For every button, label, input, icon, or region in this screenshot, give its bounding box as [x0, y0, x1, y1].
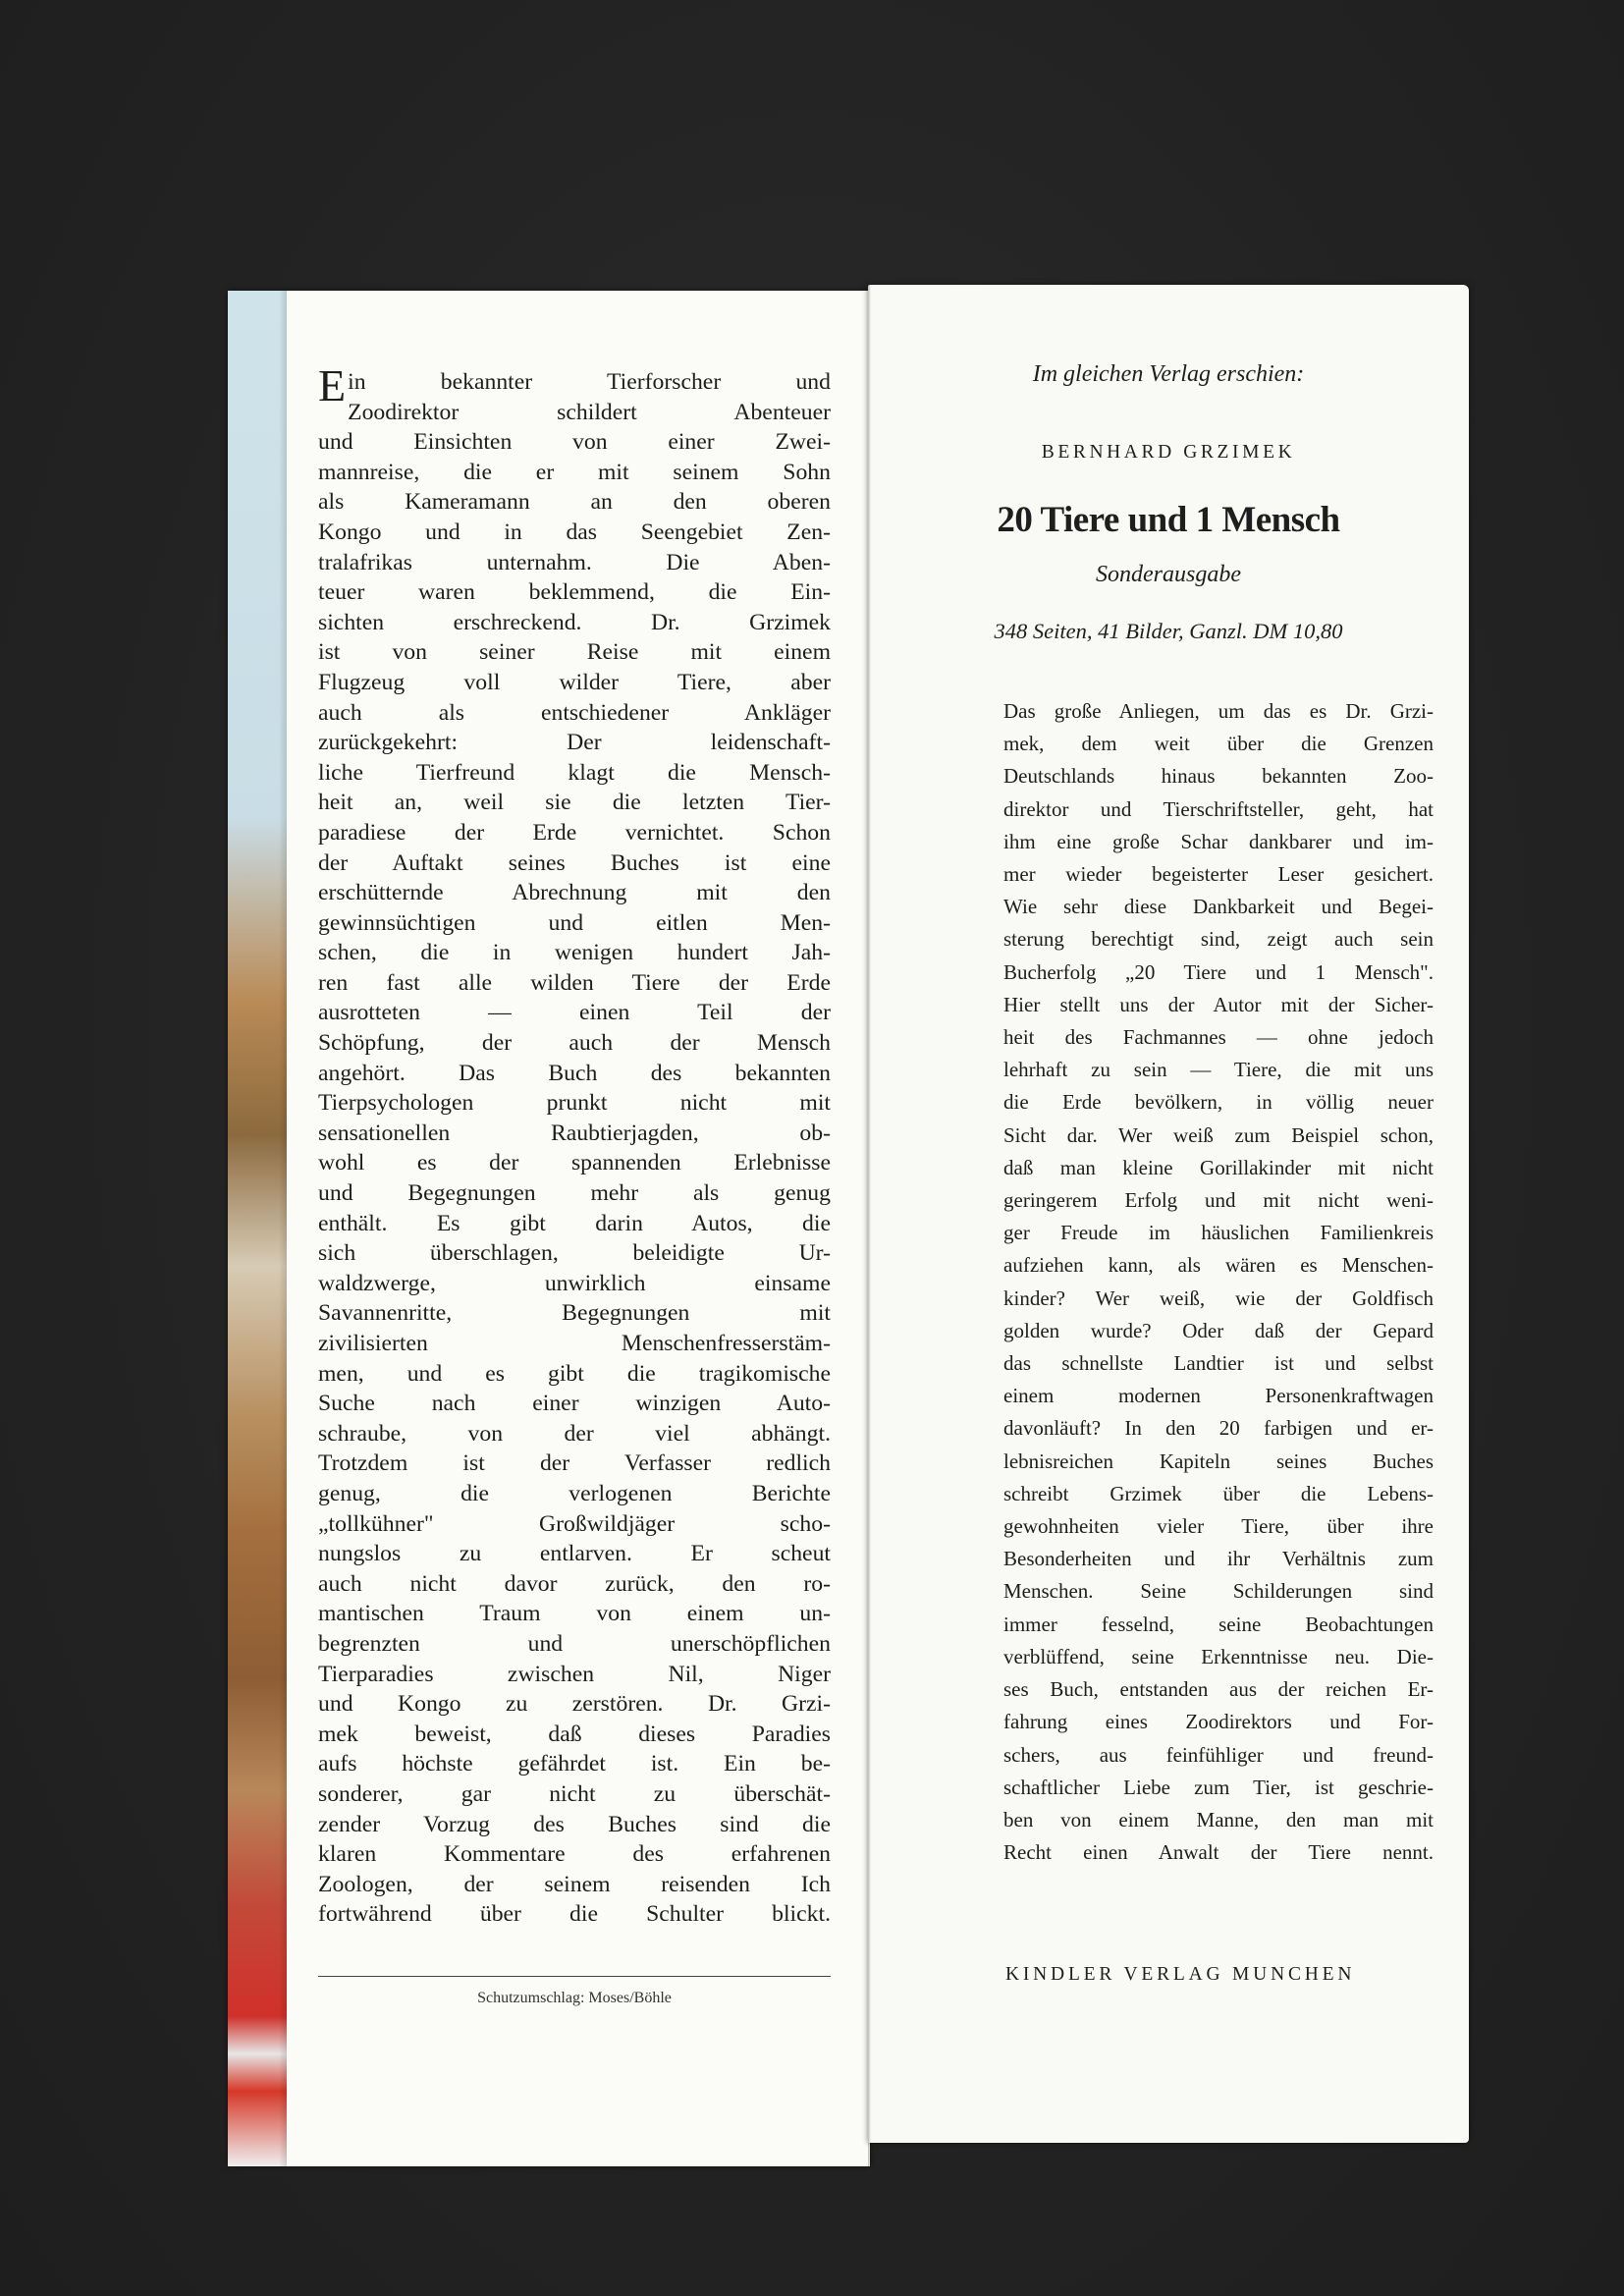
text-line: zivilisierten Menschenfresserstäm- [318, 1331, 831, 1356]
book-edition: Sonderausgabe [1096, 562, 1241, 587]
left-dust-jacket-flap [228, 291, 870, 2166]
text-line: liche Tierfreund klagt die Mensch- [318, 759, 831, 786]
text-line: direktor und Tierschriftsteller, geht, hat [1003, 796, 1434, 821]
text-line: Menschen. Seine Schilderungen sind [1003, 1579, 1434, 1604]
text-line: mantischen Traum von einem un- [318, 1601, 831, 1627]
text-line: Trotzdem ist der Verfasser redlich [318, 1450, 831, 1477]
text-line: ses Buch, entstanden aus der reichen Er- [1003, 1677, 1434, 1702]
text-line: genug, die verlogenen Berichte [318, 1480, 831, 1506]
text-line: immer fesselnd, seine Beobachtungen [1003, 1612, 1434, 1636]
text-line: Das große Anliegen, um das es Dr. Grzi- [1003, 699, 1434, 723]
text-line: men, und es gibt die tragikomische [318, 1360, 831, 1387]
text-line: die Erde bevölkern, in völlig neuer [1003, 1090, 1434, 1115]
text-line: teuer waren beklemmend, die Ein- [318, 579, 831, 606]
text-line: daß man kleine Gorillakinder mit nicht [1003, 1155, 1434, 1179]
text-line: sichten erschreckend. Dr. Grzimek [318, 609, 831, 635]
same-publisher-intro: Im gleichen Verlag erschien: [1032, 361, 1305, 387]
text-line: auch nicht davor zurück, den ro- [318, 1570, 831, 1597]
cover-credit: Schutzumschlag: Moses/Böhle [477, 1990, 672, 2006]
text-line: Bucherfolg „20 Tiere und 1 Mensch". [1003, 959, 1434, 984]
text-line: fortwährend über die Schulter blickt. [318, 1901, 831, 1928]
text-line: ger Freude im häuslichen Familienkreis [1003, 1221, 1434, 1245]
text-line: ben von einem Manne, den man mit [1003, 1807, 1434, 1831]
text-line: schraube, von der viel abhängt. [318, 1420, 831, 1447]
text-line: Sicht dar. Wer weiß zum Beispiel schon, [1003, 1122, 1434, 1147]
text-line: in bekannter Tierforscher und [348, 369, 831, 395]
text-line: heit des Fachmannes — ohne jedoch [1003, 1025, 1434, 1050]
text-line: sterung berechtigt sind, zeigt auch sein [1003, 927, 1434, 952]
text-line: ist von seiner Reise mit einem [318, 639, 831, 666]
text-line: und Kongo zu zerstören. Dr. Grzi- [318, 1691, 831, 1718]
text-line: Tierpsychologen prunkt nicht mit [318, 1090, 831, 1117]
text-line: sonderer, gar nicht zu überschät- [318, 1780, 831, 1807]
text-line: und Begegnungen mehr als genug [318, 1180, 831, 1207]
text-line: und Einsichten von einer Zwei- [318, 429, 831, 456]
text-line: kinder? Wer weiß, wie der Goldfisch [1003, 1285, 1434, 1310]
right-flap-blurb [1003, 695, 1434, 1869]
text-line: Zoodirektor schildert Abenteuer [348, 399, 831, 425]
text-line: aufs höchste gefährdet ist. Ein be- [318, 1751, 831, 1777]
text-line: lebnisreichen Kapiteln seines Buches [1003, 1449, 1434, 1473]
text-line: mannreise, die er mit seinem Sohn [318, 459, 831, 485]
text-line: Besonderheiten und ihr Verhältnis zum [1003, 1547, 1434, 1571]
text-line: schers, aus feinfühliger und freund- [1003, 1742, 1434, 1767]
text-line: ihm eine große Schar dankbarer und im- [1003, 829, 1434, 853]
text-line: golden wurde? Oder daß der Gepard [1003, 1318, 1434, 1342]
text-line: Suche nach einer winzigen Auto- [318, 1391, 831, 1417]
text-line: mek beweist, daß dieses Paradies [318, 1721, 831, 1747]
text-line: geringerem Erfolg und mit nicht weni- [1003, 1188, 1434, 1213]
text-line: tralafrikas unternahm. Die Aben- [318, 549, 831, 575]
text-line: Tierparadies zwischen Nil, Niger [318, 1661, 831, 1687]
text-line: Kongo und in das Seengebiet Zen- [318, 519, 831, 545]
text-line: verblüffend, seine Erkenntnisse neu. Die- [1003, 1644, 1434, 1668]
publisher-imprint: KINDLER VERLAG MUNCHEN [1005, 1964, 1356, 1985]
text-line: einem modernen Personenkraftwagen [1003, 1384, 1434, 1408]
text-line: Schöpfung, der auch der Mensch [318, 1030, 831, 1057]
text-line: mer wieder begeisterter Leser gesichert. [1003, 862, 1434, 887]
text-line: heit an, weil sie die letzten Tier- [318, 790, 831, 816]
text-line: ausrotteten — einen Teil der [318, 1000, 831, 1026]
text-line: schen, die in wenigen hundert Jah- [318, 940, 831, 966]
text-line: das schnellste Landtier ist und selbst [1003, 1351, 1434, 1376]
text-line: ren fast alle wilden Tiere der Erde [318, 969, 831, 996]
text-line: gewinnsüchtigen und eitlen Men- [318, 909, 831, 936]
drop-cap: E [318, 360, 347, 410]
text-line: Savannenritte, Begegnungen mit [318, 1300, 831, 1327]
text-line: „tollkühner" Großwildjäger scho- [318, 1510, 831, 1537]
text-line: auch als entschiedener Ankläger [318, 699, 831, 726]
text-line: schaftlicher Liebe zum Tier, ist geschrie- [1003, 1775, 1434, 1799]
text-line: aufziehen kann, als wären es Menschen- [1003, 1253, 1434, 1278]
text-line: Wie sehr diese Dankbarkeit und Begei- [1003, 895, 1434, 919]
left-flap-blurb [318, 360, 831, 1930]
text-line: angehört. Das Buch des bekannten [318, 1060, 831, 1086]
text-line: Flugzeug voll wilder Tiere, aber [318, 669, 831, 695]
text-line: mek, dem weit über die Grenzen [1003, 732, 1434, 756]
text-line: zurückgekehrt: Der leidenschaft- [318, 730, 831, 756]
fold-shadow [868, 285, 871, 2166]
text-line: lehrhaft zu sein — Tiere, die mit uns [1003, 1058, 1434, 1082]
book-details: 348 Seiten, 41 Bilder, Ganzl. DM 10,80 [994, 619, 1343, 643]
text-line: zender Vorzug des Buches sind die [318, 1811, 831, 1837]
text-line: Deutschlands hinaus bekannten Zoo- [1003, 764, 1434, 789]
text-line: klaren Kommentare des erfahrenen [318, 1841, 831, 1868]
text-line: der Auftakt seines Buches ist eine [318, 849, 831, 876]
left-flap-divider [318, 1976, 831, 1977]
text-line: gewohnheiten vieler Tiere, über ihre [1003, 1514, 1434, 1539]
text-line: Zoologen, der seinem reisenden Ich [318, 1871, 831, 1897]
text-line: erschütternde Abrechnung mit den [318, 880, 831, 906]
text-line: begrenzten und unerschöpflichen [318, 1630, 831, 1657]
book-title: 20 Tiere und 1 Mensch [997, 500, 1340, 540]
text-line: als Kameramann an den oberen [318, 489, 831, 516]
text-line: waldzwerge, unwirklich einsame [318, 1270, 831, 1296]
book-author: BERNHARD GRZIMEK [1041, 442, 1296, 463]
text-line: enthält. Es gibt darin Autos, die [318, 1210, 831, 1236]
text-line: sich überschlagen, beleidigte Ur- [318, 1240, 831, 1267]
text-line: paradiese der Erde vernichtet. Schon [318, 819, 831, 846]
text-line: davonläuft? In den 20 farbigen und er- [1003, 1416, 1434, 1441]
text-line: sensationellen Raubtierjagden, ob- [318, 1120, 831, 1146]
text-line: schreibt Grzimek über die Lebens- [1003, 1481, 1434, 1505]
right-dust-jacket-flap [868, 285, 1469, 2143]
cover-image-strip [228, 291, 287, 2166]
text-line: Recht einen Anwalt der Tiere nennt. [1003, 1840, 1434, 1865]
text-line: wohl es der spannenden Erlebnisse [318, 1150, 831, 1176]
text-line: fahrung eines Zoodirektors und For- [1003, 1710, 1434, 1734]
text-line: nungslos zu entlarven. Er scheut [318, 1541, 831, 1567]
text-line: Hier stellt uns der Autor mit der Sicher- [1003, 992, 1434, 1016]
